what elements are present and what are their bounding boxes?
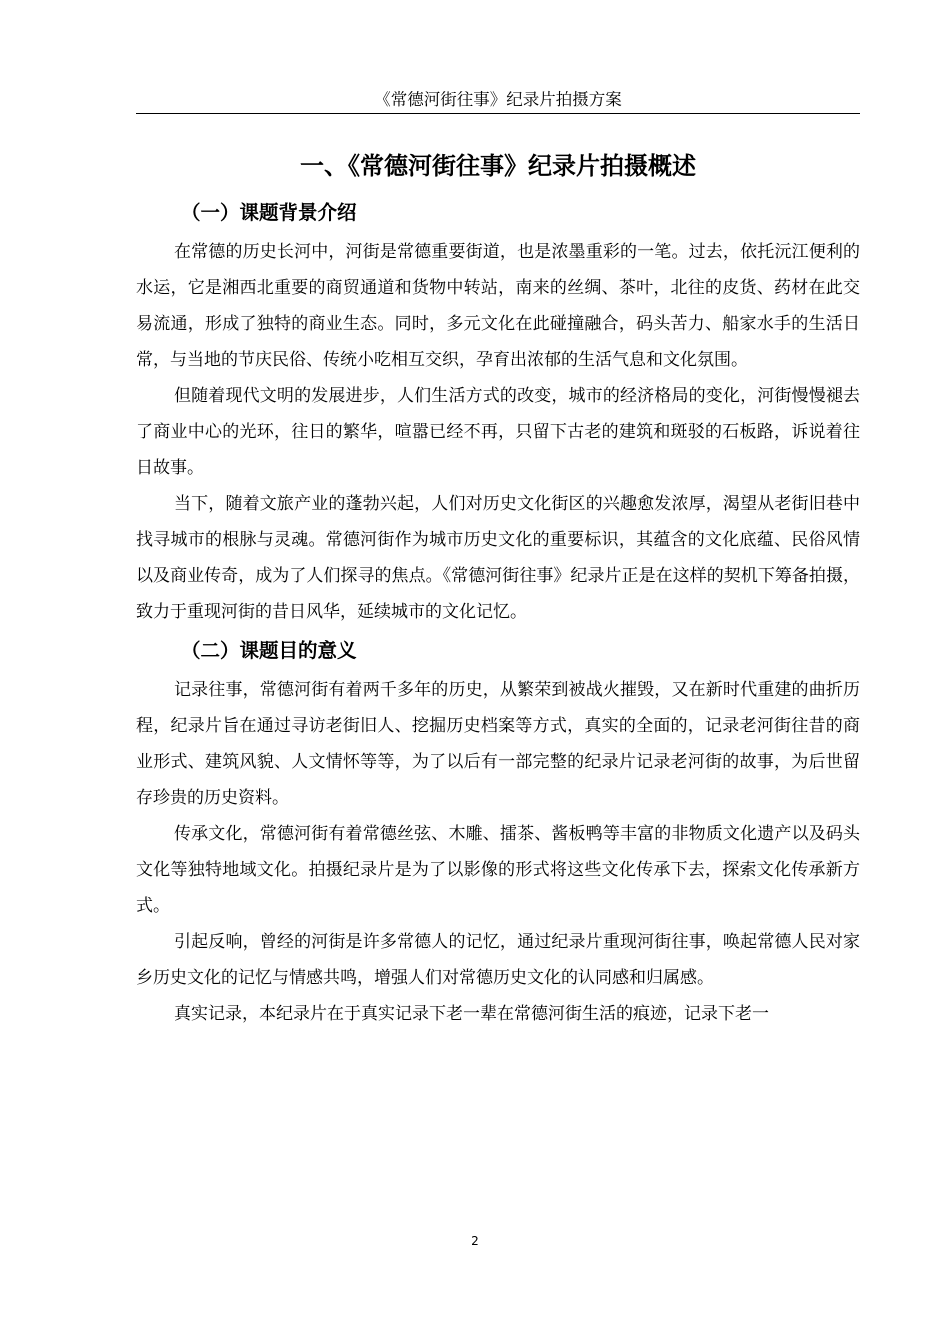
paragraph: 记录往事，常德河街有着两千多年的历史，从繁荣到被战火摧毁，又在新时代重建的曲折历程，纪录片旨在通过寻访老街旧人、挖掘历史档案等方式，真实的全面的，记录老河街往昔的商业形式、建筑风貌、人文情怀等等，为了以后有一部完整的纪录片记录老河街的故事，为后世留存珍贵的历史资料。 — [136, 680, 860, 808]
paragraph: 但随着现代文明的发展进步，人们生活方式的改变，城市的经济格局的变化，河街慢慢褪去了商业中心的光环，往日的繁华，喧嚣已经不再，只留下古老的建筑和斑驳的石板路，诉说着往日故事。 — [136, 386, 860, 478]
paragraph: 在常德的历史长河中，河街是常德重要街道，也是浓墨重彩的一笔。过去，依托沅江便利的水运，它是湘西北重要的商贸通道和货物中转站，南来的丝绸、茶叶，北往的皮货、药材在此交易流通，形成了独特的商业生态。同时，多元文化在此碰撞融合，码头苦力、船家水手的生活日常，与当地的节庆民俗、传统小吃相互交织，孕育出浓郁的生活气息和文化氛围。 — [136, 242, 860, 370]
paragraph: 当下，随着文旅产业的蓬勃兴起，人们对历史文化街区的兴趣愈发浓厚，渴望从老街旧巷中找寻城市的根脉与灵魂。常德河街作为城市历史文化的重要标识，其蕴含的文化底蕴、民俗风情以及商业传奇，成为了人们探寻的焦点。《常德河街往事》纪录片正是在这样的契机下筹备拍摄，致力于重现河街的昔日风华，延续城市的文化记忆。 — [136, 494, 860, 622]
header-rule — [136, 113, 860, 114]
paragraph: 传承文化，常德河街有着常德丝弦、木雕、擂茶、酱板鸭等丰富的非物质文化遗产以及码头文化等独特地域文化。拍摄纪录片是为了以影像的形式将这些文化传承下去，探索文化传承新方式。 — [136, 824, 860, 916]
section-heading: （二）课题目的意义 — [181, 639, 357, 662]
paragraph: 引起反响，曾经的河街是许多常德人的记忆，通过纪录片重现河街往事，唤起常德人民对家乡历史文化的记忆与情感共鸣，增强人们对常德历史文化的认同感和归属感。 — [136, 932, 860, 988]
chapter-title: 一、《常德河街往事》纪录片拍摄概述 — [300, 152, 696, 180]
paragraph: 真实记录，本纪录片在于真实记录下老一辈在常德河街生活的痕迹，记录下老一 — [174, 1004, 769, 1024]
page-content — [136, 140, 860, 1032]
section-heading: （一）课题背景介绍 — [181, 201, 357, 224]
running-header: 《常德河街往事》纪录片拍摄方案 — [374, 90, 622, 109]
page-number: 2 — [471, 1234, 479, 1248]
